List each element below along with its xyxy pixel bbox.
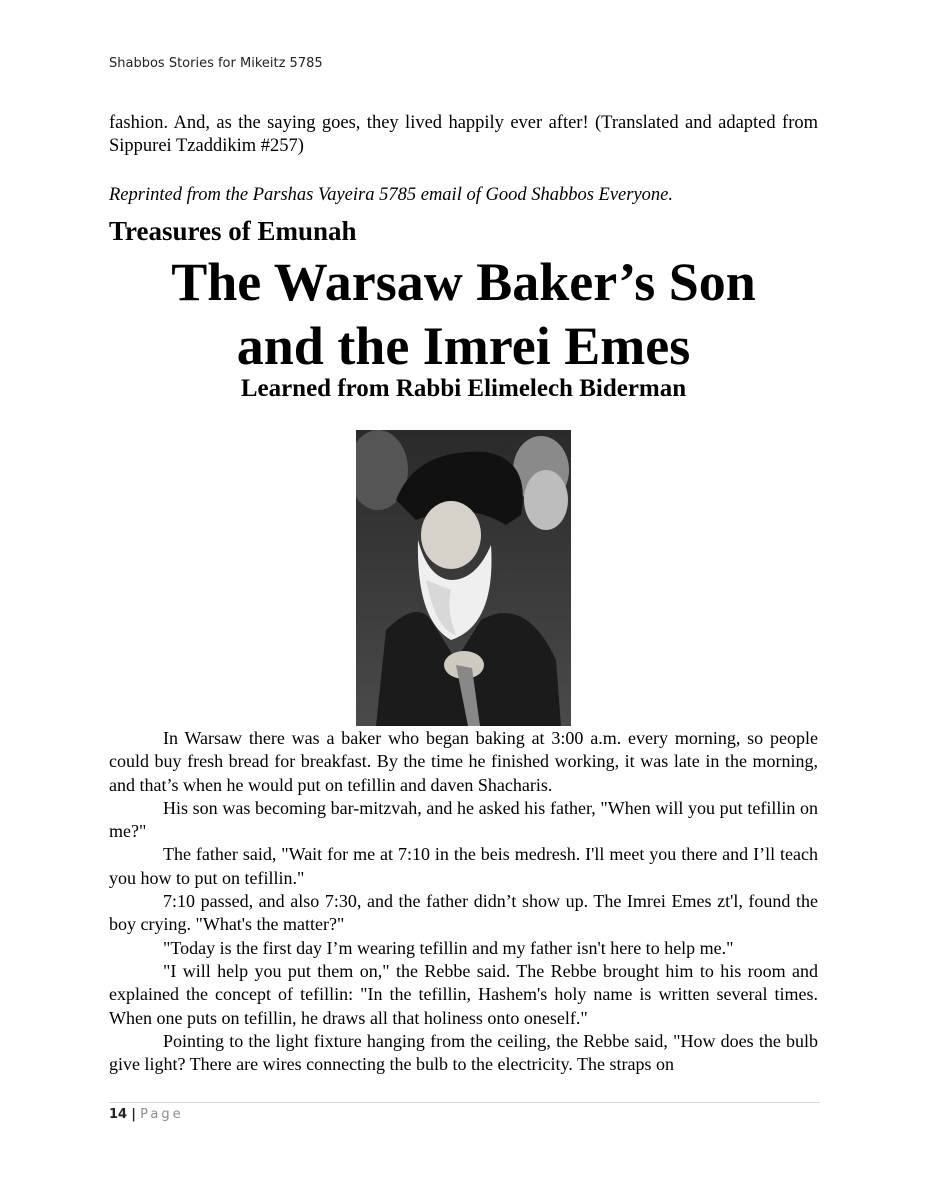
body-paragraph: In Warsaw there was a baker who began baking at 3:00 a.m. every morning, so people could buy fresh bread for breakfast. By the time he finished working, it was late in the morning, and that’s when he would put on tefillin and daven Shacharis.	[109, 728, 818, 795]
section-heading: Treasures of Emunah	[109, 216, 357, 246]
body-paragraph: His son was becoming bar-mitzvah, and he asked his father, "When will you put tefillin on me?"	[109, 797, 818, 842]
page-number: 14	[109, 1107, 128, 1122]
rebbe-photo	[356, 430, 571, 726]
body-paragraph: 7:10 passed, and also 7:30, and the father didn’t show up. The Imrei Emes zt'l, found the boy crying. "What's the matter?"	[109, 891, 818, 935]
footer-divider	[109, 1102, 820, 1103]
body-paragraph: The father said, "Wait for me at 7:10 in the beis medresh. I'll meet you there and I’ll teach you how to put on tefillin."	[109, 844, 818, 888]
article-byline: Learned from Rabbi Elimelech Biderman	[240, 375, 687, 402]
page-label: Page	[140, 1107, 184, 1122]
intro-paragraph: fashion. And, as the saying goes, they lived happily ever after! (Translated and adapted from Sippurei Tzaddikim #257)	[109, 113, 818, 156]
body-paragraph: "Today is the first day I’m wearing tefillin and my father isn't here to help me."	[163, 937, 734, 958]
reprint-note: Reprinted from the Parshas Vayeira 5785 email of Good Shabbos Everyone.	[109, 185, 673, 205]
footer-separator: |	[131, 1107, 136, 1122]
article-body	[109, 727, 818, 1076]
article-title	[109, 250, 818, 378]
article-title-line-1: The Warsaw Baker’s Son	[171, 252, 756, 312]
running-header: Shabbos Stories for Mikeitz 5785	[109, 56, 323, 71]
body-paragraph: "I will help you put them on," the Rebbe said. The Rebbe brought him to his room and explained the concept of tefillin: "In the tefillin, Hashem's holy name is written several times. When one puts on tefillin, he draws all that holiness onto oneself."	[109, 960, 818, 1028]
body-paragraph: Pointing to the light fixture hanging from the ceiling, the Rebbe said, "How does the bulb give light? There are wires connecting the bulb to the electricity. The straps on	[109, 1030, 818, 1075]
article-title-line-2: and the Imrei Emes	[236, 316, 691, 376]
page-footer	[109, 1107, 184, 1122]
